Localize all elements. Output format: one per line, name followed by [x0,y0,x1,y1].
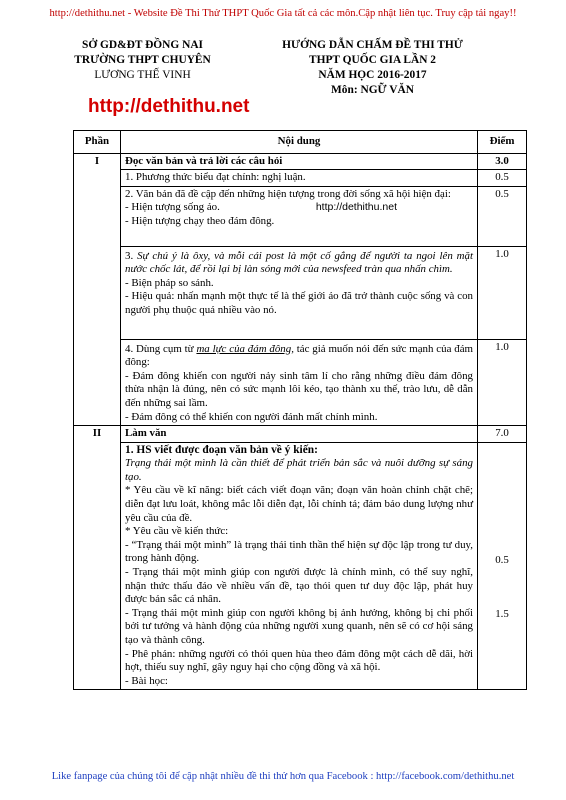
school-name-line2: LƯƠNG THẾ VINH [94,69,191,81]
q4-prefix: 4. Dùng cụm từ [125,342,197,355]
table-row [74,170,527,187]
q3-line2: - Hiệu quả: nhấn mạnh một thực tế là thế giới ảo đã trở thành cuộc sống và con người phụ thuộc quá nhiều vào nó. [125,290,473,316]
knowledge-point-2: - Trạng thái một mình giúp con người được là chính mình, có thể suy nghĩ, nhận thức thấu đáo về nhiều vấn đề, tạo thói quen tư duy độc lập, phát huy được bản sắc cá nhân. [125,566,473,606]
part2-title: Làm văn [121,426,478,443]
q4-rest: tác giả muốn nói đến sức mạnh của đám đông: [125,342,474,369]
q3-score: 1.0 [478,246,527,339]
q4-line1: - Đám đông khiến con người nảy sinh tâm lí cho rằng những điều đám đông thừa nhận là đúng, nên có sức mạnh lôi kéo, tạo thành xu thế, trào lưu, dễ dẫn đến những sai lầm. [125,369,473,409]
section1-scores [478,442,527,690]
header-part: Phần [74,131,121,154]
inline-watermark[interactable]: http://dethithu.net [315,201,397,214]
part2-row [74,426,527,443]
q4-score: 1.0 [478,339,527,426]
subject: Môn: NGỮ VĂN [331,84,414,96]
section1-content [121,442,478,690]
grading-table [73,130,527,690]
knowledge-score: 1.5 [495,608,509,621]
section1-title: 1. HS viết được đoạn văn bản về ý kiến: [125,443,318,456]
table-row [74,186,527,246]
q4-content [121,339,478,426]
q2-content [121,186,478,246]
doc-subtitle: THPT QUỐC GIA LẦN 2 [308,54,436,66]
knowledge-point-1: - “Trạng thái một mình” là trạng thái tinh thần thể hiện sự độc lập trong tư duy, trong hành động. [125,538,473,565]
school-name-line1: TRƯỜNG THPT CHUYÊN [74,54,211,66]
q4-phrase: ma lực của đám đông, [196,342,294,355]
knowledge-point-3: - Trạng thái một mình giúp con người không bị ảnh hưởng, không bị chi phối bởi tư tưởng và hành động của những người xung quanh, nên sẽ có cơ hội sáng tạo và thành công. [125,606,473,646]
part1-title: Đọc văn bản và trả lời các câu hỏi [121,153,478,170]
q2-line2: - Hiện tượng chạy theo đám đông. [125,214,275,227]
q1-score: 0.5 [478,170,527,187]
part1-row [74,153,527,170]
part1-number: I [74,153,121,426]
table-row [74,246,527,339]
footer-fanpage[interactable]: Like fanpage của chúng tôi để cập nhật nhiều đề thi thử hơn qua Facebook : http://facebook.com/dethithu.net [51,771,515,782]
table-row [74,442,527,690]
knowledge-point-5: - Bài học: [125,674,168,687]
q4-question [125,341,473,370]
school-year: NĂM HỌC 2016-2017 [318,69,427,81]
table-header-row [74,131,527,154]
table-row [74,339,527,426]
q4-line2: - Đám đông có thể khiến con người đánh mất chính mình. [125,410,378,423]
department-name: SỞ GD&ĐT ĐỒNG NAI [82,39,203,51]
knowledge-point-4: - Phê phán: những người có thói quen hùa theo đám đông một cách dễ dãi, hời hợt, thiếu suy nghĩ, gây nguy hại cho cộng đồng và xã hội. [125,647,473,674]
q3-prefix: 3. [125,249,138,262]
q2-line1 [125,201,473,215]
part1-score: 3.0 [478,153,527,170]
part2-number: II [74,426,121,690]
q3-question [125,248,473,277]
doc-title: HƯỚNG DẪN CHẤM ĐỀ THI THỬ [282,39,463,51]
header-content: Nội dung [121,131,478,154]
header-left [55,38,230,83]
site-watermark[interactable]: http://dethithu.net [88,96,250,117]
header-score: Điểm [478,131,527,154]
q1-text: 1. Phương thức biểu đạt chính: nghị luận. [121,170,478,187]
q3-content [121,246,478,339]
top-banner[interactable]: http://dethithu.net - Website Đề Thi Thử THPT Quốc Gia tất cả các môn.Cập nhật liên tục. Truy cập tải ngay!! [49,8,517,19]
q3-quote: Sự chú ý là ôxy, và mỗi cái post là một cố gắng để người ta ngoi lên mặt nước chốc lát, để rồi lại bị làn sóng mới của newsfeed tràn qua nhấn chìm. [125,249,473,276]
skill-score: 0.5 [495,553,509,566]
q2-line1-text: - Hiện tượng sống ảo. [125,201,220,214]
part2-score: 7.0 [478,426,527,443]
skill-requirement: * Yêu cầu về kĩ năng: biết cách viết đoạn văn; đoạn văn hoàn chỉnh chặt chẽ; diễn đạt lưu loát, không mắc lỗi diễn đạt, lỗi chính tả; đảm bảo dung lượng như yêu cầu của đề. [125,484,473,524]
section1-quote: Trạng thái một mình là cần thiết để phát triển bản sắc và nuôi dưỡng sự sáng tạo. [125,457,473,483]
q3-line1: - Biện pháp so sánh. [125,276,214,289]
knowledge-requirement: * Yêu cầu về kiến thức: [125,525,229,538]
q2-text: 2. Văn bản đã đề cập đến những hiện tượng trong đời sống xã hội hiện đại: [125,187,451,200]
q2-score: 0.5 [478,186,527,246]
header-right [240,38,505,98]
